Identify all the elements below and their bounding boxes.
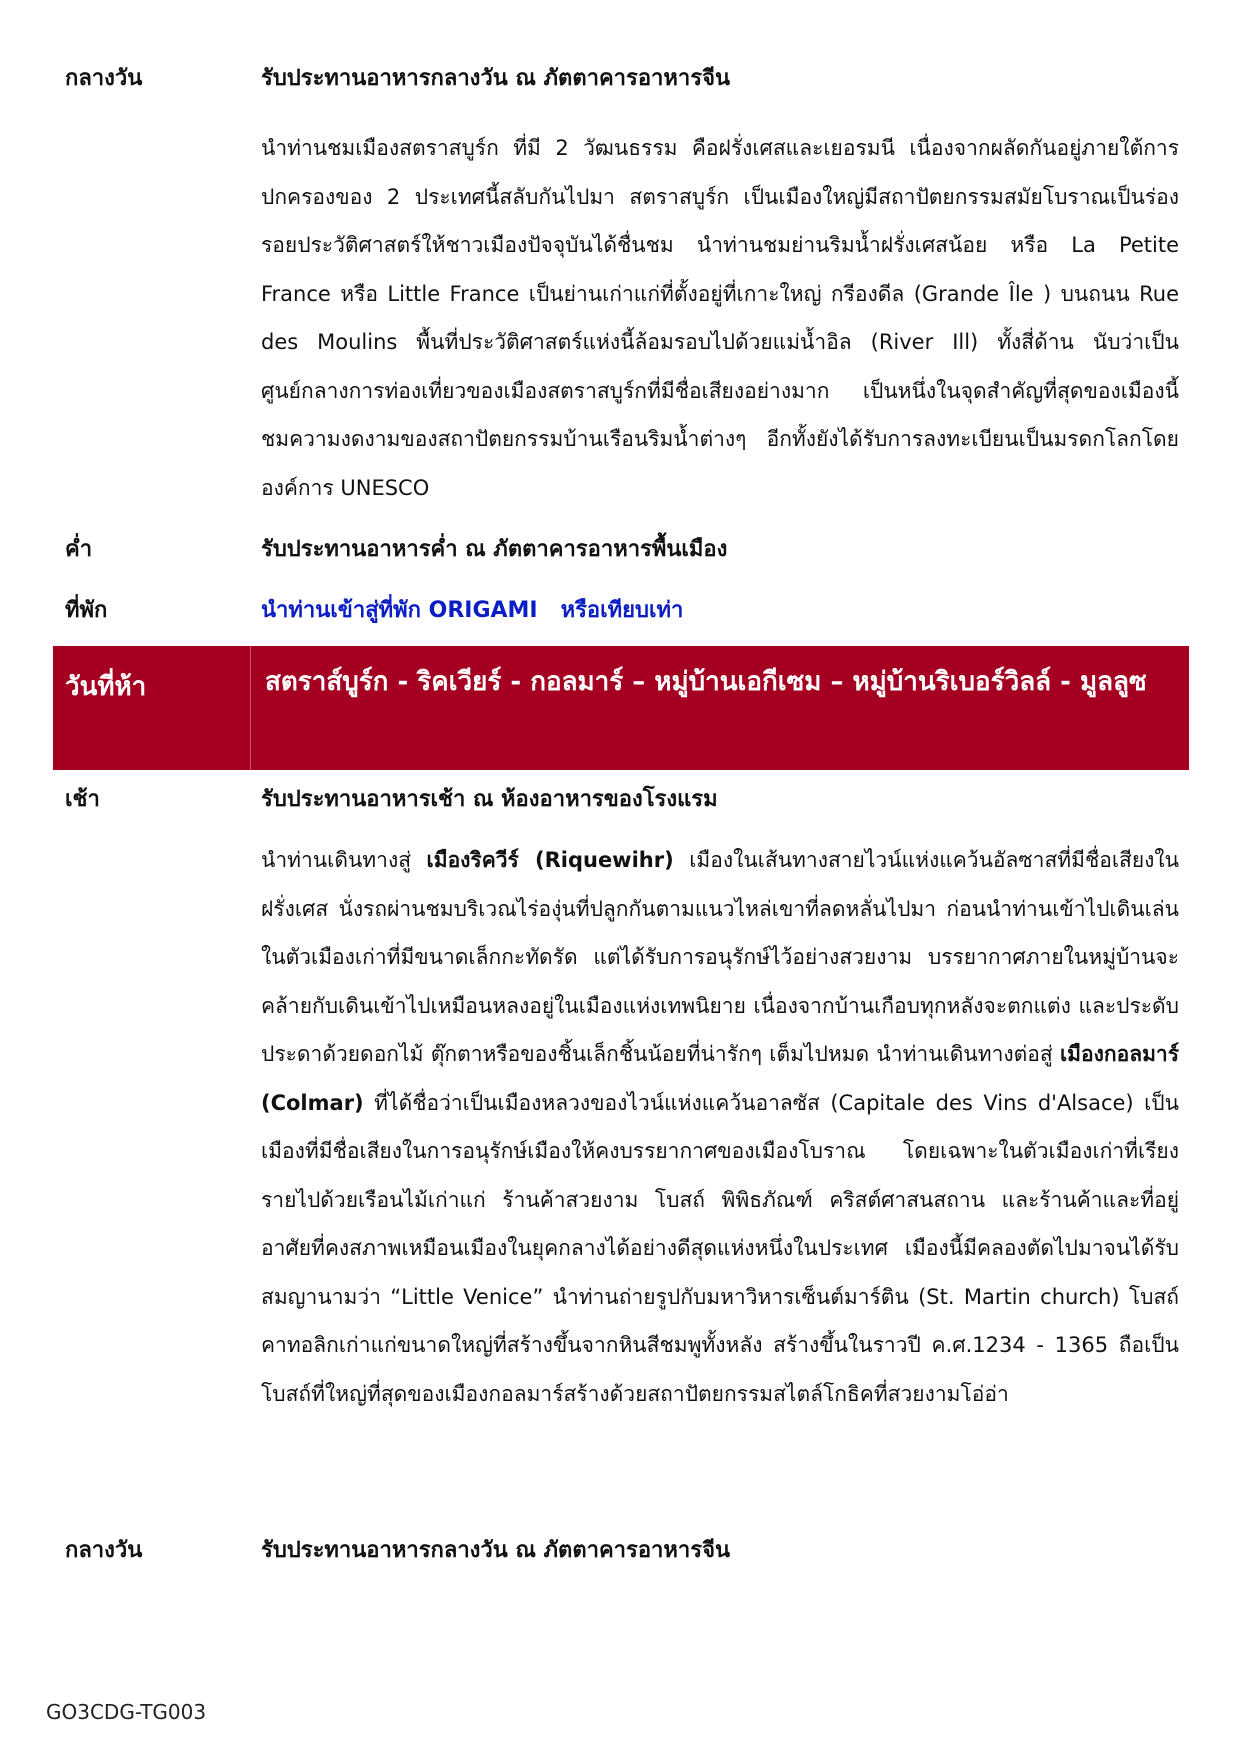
meal-description: รับประทานอาหารค่ำ ณ ภัตตาคารอาหารพื้นเมือง [261, 537, 728, 562]
meal-description: รับประทานอาหารกลางวัน ณ ภัตตาคารอาหารจีน [261, 66, 731, 91]
colmar-highlight: เมืองกอลมาร์ (Colmar) [261, 1042, 1179, 1115]
text-run: นำท่านเดินทางสู่ [261, 848, 427, 872]
banner-divider [250, 646, 251, 770]
day4-dinner-row [53, 531, 1189, 567]
day5-header-banner [53, 646, 1189, 770]
day-label: วันที่ห้า [65, 672, 147, 702]
day4-lunch-row [53, 60, 1189, 96]
day5-breakfast-row [53, 781, 1189, 817]
meal-label: เช้า [65, 787, 100, 812]
meal-label: ค่ำ [65, 537, 93, 562]
hotel-description: นำท่านเข้าสู่ที่พัก ORIGAMI หรือเทียบเท่า [261, 598, 684, 623]
text-run: เมืองในเส้นทางสายไวน์แห่งแคว้นอัลซาสที่มีชื่อเสียงในฝรั่งเศส นั่งรถผ่านชมบริเวณไร่องุ่นที่ปลูกกันตามแนวไหล่เขาที่ลดหลั่นไปมา ก่อนนำท่านเข้าไปเดินเล่นในตัวเมืองเก่าที่มีขนาดเล็กกะทัดรัด แต่ได้รับการอนุรักษ์ไว้อย่างสวยงาม บรรยากาศภายในหมู่บ้านจะคล้ายกับเดินเข้าไปเหมือนหลงอยู่ในเมืองแห่งเทพนิยาย เนื่องจากบ้านเกือบทุกหลังจะตกแต่ง และประดับประดาด้วยดอกไม้ ตุ๊กตาหรือของชิ้นเล็กชิ้นน้อยที่น่ารักๆ เต็มไปหมด นำท่านเดินทางต่อสู่ [261, 848, 1179, 1066]
text-run: ที่ได้ชื่อว่าเป็นเมืองหลวงของไวน์แห่งแคว้นอาลซัส (Capitale des Vins d'Alsace) เป็นเมืองที่มีชื่อเสียงในการอนุรักษ์เมืองให้คงบรรยากาศของเมืองโบราณ โดยเฉพาะในตัวเมืองเก่าที่เรียงรายไปด้วยเรือนไม้เก่าแก่ ร้านค้าสวยงาม โบสถ์ พิพิธภัณฑ์ คริสต์ศาสนสถาน และร้านค้าและที่อยู่ อาศัยที่คงสภาพเหมือนเมืองในยุคกลางได้อย่างดีสุดแห่งหนึ่งในประเทศ เมืองนี้มีคลองตัดไปมาจนได้รับสมญานามว่า “Little Venice” นำท่านถ่ายรูปกับมหาวิหารเซ็นต์มาร์ติน (St. Martin church) โบสถ์คาทอลิกเก่าแก่ขนาดใหญ่ที่สร้างขึ้นจากหินสีชมพูทั้งหลัง สร้างขึ้นในราวปี ค.ศ.1234 - 1365 ถือเป็นโบสถ์ที่ใหญ่ที่สุดของเมืองกอลมาร์สร้างด้วยสถาปัตยกรรมสไตล์โกธิคที่สวยงามโอ่อ่า [261, 1090, 1179, 1406]
day-route: สตราส์บูร์ก - ริคเวียร์ - กอลมาร์ – หมู่บ้านเอกีเซม – หมู่บ้านริเบอร์วิลล์ - มูลลูซ [265, 667, 1147, 697]
day5-description [261, 836, 1179, 1418]
meal-label: กลางวัน [65, 1538, 143, 1563]
document-code: GO3CDG-TG003 [46, 1700, 207, 1724]
hotel-label: ที่พัก [65, 598, 108, 623]
meal-description: รับประทานอาหารเช้า ณ ห้องอาหารของโรงแรม [261, 787, 718, 812]
day4-description: นำท่านชมเมืองสตราสบูร์ก ที่มี 2 วัฒนธรรม คือฝรั่งเศสและเยอรมนี เนื่องจากผลัดกันอยู่ภายใต้การปกครองของ 2 ประเทศนี้สลับกันไปมา สตราสบูร์ก เป็นเมืองใหญ่มีสถาปัตยกรรมสมัยโบราณเป็นร่องรอยประวัติศาสตร์ให้ชาวเมืองปัจจุบันได้ชื่นชม นำท่านชมย่านริมน้ำฝรั่งเศสน้อย หรือ La Petite France หรือ Little France เป็นย่านเก่าแก่ที่ตั้งอยู่ที่เกาะใหญ่ กรีองดีล (Grande Île ) บนถนน Rue des Moulins พื้นที่ประวัติศาสตร์แห่งนี้ล้อมรอบไปด้วยแม่น้ำอิล (River Ill) ทั้งสี่ด้าน นับว่าเป็นศูนย์กลางการท่องเที่ยวของเมืองสตราสบูร์กที่มีชื่อเสียงอย่างมาก เป็นหนึ่งในจุดสำคัญที่สุดของเมืองนี้ ชมความงดงามของสถาปัตยกรรมบ้านเรือนริมน้ำต่างๆ อีกทั้งยังได้รับการลงทะเบียนเป็นมรดกโลกโดยองค์การ UNESCO [261, 136, 1179, 500]
meal-description: รับประทานอาหารกลางวัน ณ ภัตตาคารอาหารจีน [261, 1538, 731, 1563]
day5-lunch-row [53, 1532, 1189, 1568]
day4-hotel-row [53, 592, 1189, 628]
riquewihr-highlight: เมืองริควีร์ (Riquewihr) [426, 848, 674, 872]
meal-label: กลางวัน [65, 66, 143, 91]
